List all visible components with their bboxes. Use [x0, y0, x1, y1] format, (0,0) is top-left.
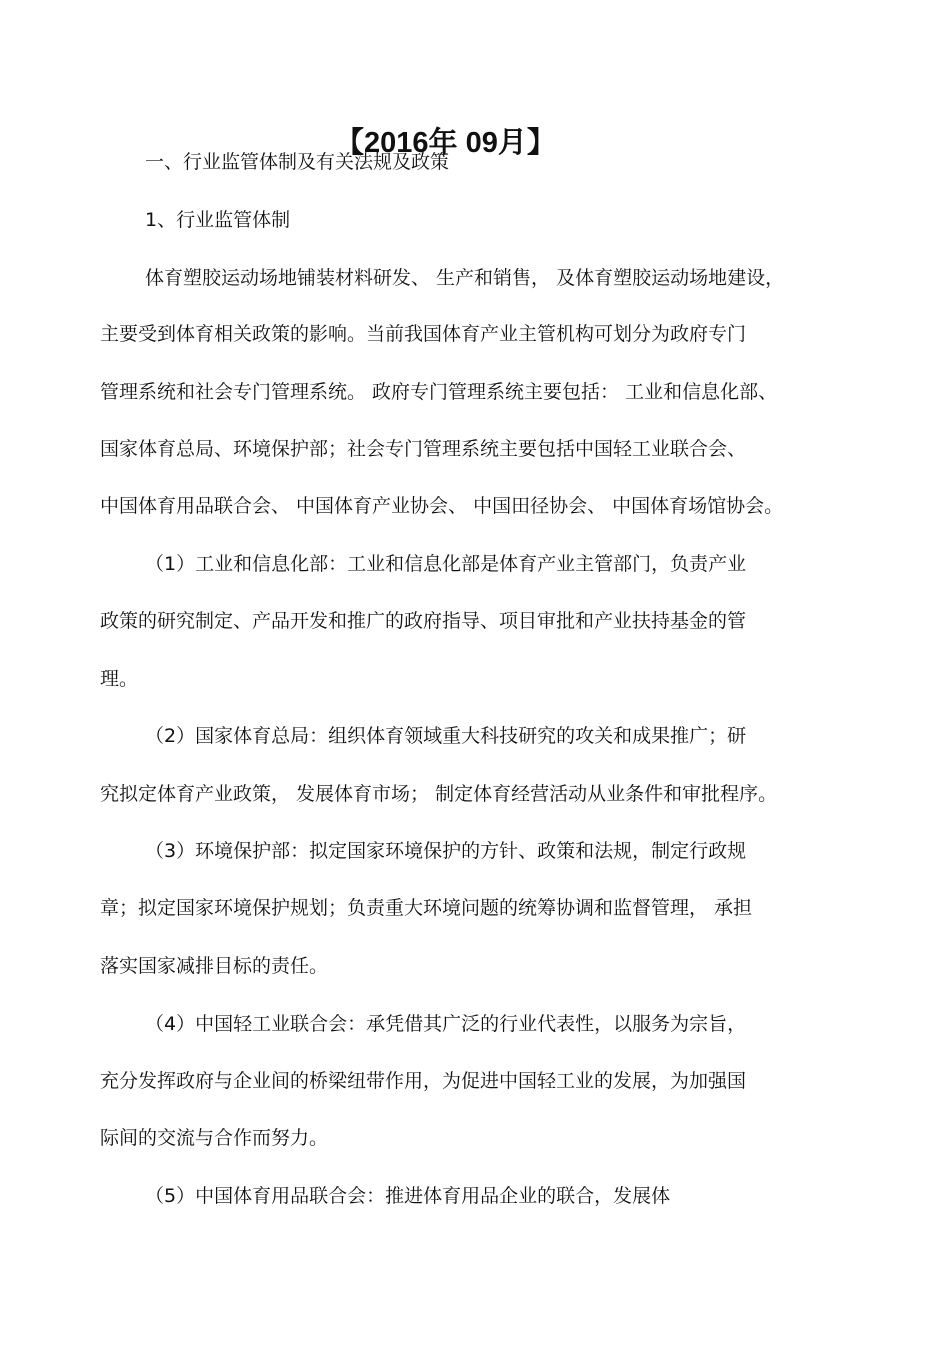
paragraph-line: （2）国家体育总局：组织体育领域重大科技研究的攻关和成果推广；研 — [145, 725, 747, 747]
paragraph-line: 中国体育用品联合会、 中国体育产业协会、 中国田径协会、 中国体育场馆协会。 — [100, 495, 784, 517]
subsection-heading: 1、行业监管体制 — [145, 209, 291, 231]
paragraph-line: 落实国家减排目标的责任。 — [100, 955, 329, 977]
paragraph-line: 国家体育总局、环境保护部；社会专门管理系统主要包括中国轻工业联合会、 — [100, 438, 747, 460]
paragraph-line: 管理系统和社会专门管理系统。 政府专门管理系统主要包括： 工业和信息化部、 — [100, 381, 778, 403]
paragraph-line: （3）环境保护部：拟定国家环境保护的方针、政策和法规，制定行政规 — [145, 840, 747, 862]
paragraph-line: （4）中国轻工业联合会：承凭借其广泛的行业代表性，以服务为宗旨， — [145, 1013, 747, 1035]
paragraph-line: （1）工业和信息化部：工业和信息化部是体育产业主管部门，负责产业 — [145, 553, 747, 575]
paragraph-line: 主要受到体育相关政策的影响。当前我国体育产业主管机构可划分为政府专门 — [100, 323, 747, 345]
paragraph-line: 充分发挥政府与企业间的桥梁纽带作用，为促进中国轻工业的发展，为加强国 — [100, 1070, 747, 1092]
paragraph-line: 际间的交流与合作而努力。 — [100, 1127, 329, 1149]
paragraph-line: 理。 — [100, 668, 139, 690]
paragraph-line: 究拟定体育产业政策， 发展体育市场； 制定体育经营活动从业条件和审批程序。 — [100, 783, 778, 805]
document-date-title: 【2016年 09月】 — [335, 127, 556, 159]
paragraph-line: 章；拟定国家环境保护规划；负责重大环境问题的统筹协调和监督管理， 承担 — [100, 897, 753, 919]
paragraph-line: 体育塑胶运动场地铺装材料研发、 生产和销售， 及体育塑胶运动场地建设， — [145, 267, 785, 289]
paragraph-line: 政策的研究制定、产品开发和推广的政府指导、项目审批和产业扶持基金的管 — [100, 610, 747, 632]
section-heading: 一、行业监管体制及有关法规及政策 — [145, 151, 450, 173]
paragraph-line: （5）中国体育用品联合会：推进体育用品企业的联合，发展体 — [145, 1185, 671, 1207]
